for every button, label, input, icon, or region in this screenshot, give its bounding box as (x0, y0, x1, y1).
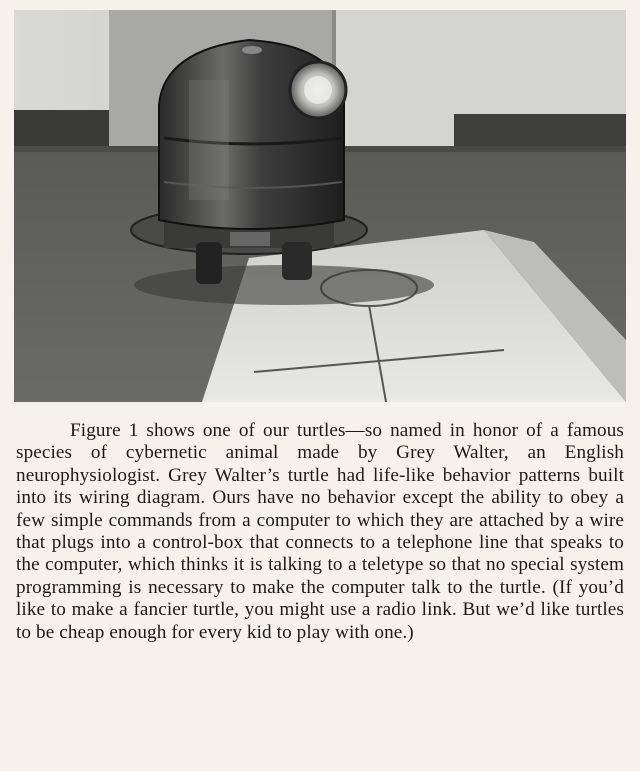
wheel-left (196, 242, 222, 284)
wheel-right (282, 242, 312, 280)
article-paragraph: Figure 1 shows one of our turtles—so named in honor of a famous species of cybernetic animal made by Grey Walter, an English neurophysiologist. Grey Walter’s turtle had life-like behavior patterns built into its wiring diagram. Ours have no behavior except the ability to obey a few simple commands from a computer to which they are attached by a wire that plugs into a control-box that connects to a telephone line that speaks to the computer, which thinks it is talking to a teletype so that no special system programming is necessary to make the computer talk to the turtle. (If you’d like to make a fancier turtle, you might use a radio link. But we’d like turtles to be cheap enough for every kid to play with one.) (16, 420, 624, 643)
baseboard (14, 110, 109, 148)
turtle-photograph (14, 10, 626, 402)
